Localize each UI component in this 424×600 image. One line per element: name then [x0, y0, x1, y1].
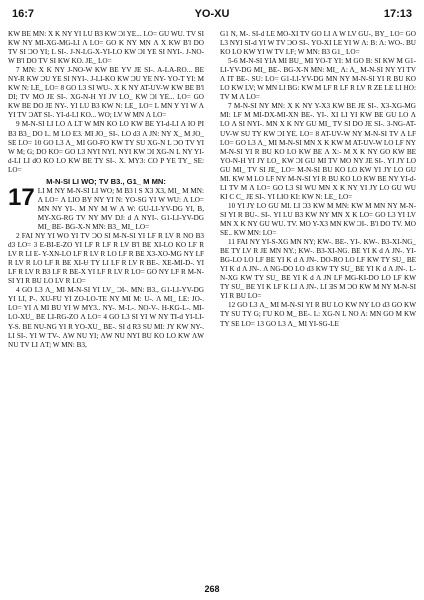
paragraph: 7 MN: X K NY J-NO-W KW BE YV JE SI-. A-LA-RO... BE NY-R KW ƆU YE SI NYI-. J-LI-KO KW ƆU YE NY- YO-T YI: M KW N: LE_ LO= 8 GO L3 SI WU-. X K NY AT-UV-W KW BE B'l DI; TV MO JE SI-. XG-N-H YI JV LO_ KW Ɔl YE... LO= GO KW BE DO JE NY-. YI LU B3 KW N: LE_ LO= L MN Y YI W Λ YI TV ƆAT SI-. YI-d-LI KO... WO; LV W MN Λ LO=	[8, 66, 204, 120]
page-header	[8, 8, 416, 24]
paragraph: 11 FAI NY YI-S-XG MN NY; KW-. BE-. YI-. KW-. B3-XI-NG_ BE TY LV R JE MN NY.; KW-. B3-XI-NG. BE YI K d Λ JN-. YI-BG-LO LO LF BE YI K d Λ JN-. DO-RO LO LF KW TY SU_ BE YI K d Λ JN-. Λ NG-DO LO d3 KW TY SU_ BE YI K d Λ JN-. L-N-XG KW TY SU_ BE YI K d Λ JN LF MG-KI-DO LO LF KW TY SU_ BE YI K LF K LI Λ JN-. LI ƎS M ƆO KW M NY M-N-SI YI R BU LO=	[220, 238, 416, 301]
left-text-column	[8, 30, 204, 578]
paragraph: G1 N, M-. SI-d LE MO-XI TV GO LI Λ W LV GU-, BY_ LO= GO L3 NYI SI-d YI W TV ƆO SI-. YO-XI LE YI W Λ: B: Λ: WO-. BU KO LO KW YI W TV LF; W MN: B3 G1_ LO=	[220, 30, 416, 57]
paragraph: 4 GO L3 Λ_ MI M-N-SI YI LV_ ƆI-. MN: B3., G1-LI-YV-DG YI LI, P-. XU-FU YI ZO-LO-TE NY MI M: U-. Λ MI_ LE: JO-. LO= YI Λ MI BU YI W MY3.. NY-. M-L-. NO-V-. H-KG-L-. MI-LO-XU_ BE LI-RG-ZO Λ LO= 4 GO L3 SI YI W NY TI-d YI-LI-Y-S. BE NU-NG YI R YO-XU_ BE-. SI d R3 SU MI: JY KW NY-. LI SI-. YI W TV-. ΛW NU YI; ΛW NU NYI BU KO LO KW ΛW NU TV LI ΛT; W MN: B3,	[8, 286, 204, 349]
paragraph: 12 GO L3 Λ_ MI M-N-SI YI R BU LO KW NY LO d3 GO KW TY SU TY G; ΓU KO M_ BE-. L: XG-N L NO Λ: MN GO M KW TY SE LO= 13 GO L3 Λ_ MI YI-SG-LE	[220, 301, 416, 328]
right-text-column	[220, 30, 416, 578]
paragraph: 9 M-N-SI LI LO Λ LT W MN KO LO KW BE YI-d-LI Λ IO PI B3 B3_ DO L. M LO E3. MI JO_ SI-. LO d3 Λ JN: NY X_ M JO_ SE LO= 10 GO L3 Λ_ MI GO-FO KW TY SU XG-N L ƆO TV YI W M; G; DO KO= GO L3 NYI NYI. NYI KW ƆI XG-N L NY YI-d-LI LI dO KO LO KW BE TY SI-. X. MY3: CO P YE TY_ SE: LO=	[8, 120, 204, 174]
section-heading: M-N-SI LI WO; TV B3., G1_ M MN:	[46, 176, 166, 186]
paragraph: 7 M-N-SI NY MN: X K NY Y-X3 KW BE JE SI-. X3-XG-MG MI: LF M MI-DX-MI-XN BE-. YI-. XI LI YI KW BE GU LO Λ LO Λ SI NYI-. MN X K NY GU MI_ TV SI DO JE SI-. 3-NG-AT-UV-W SU TY KW ƆI YE. LO= 8 AT-UV-W NY M-N-SI TV Λ LF LO= GO L3 Λ_ MI M-N-SI MN X K KW M AT-UV-W LO LF NY M-N-SI YI R BU KO LO KW BE Λ X:- M X K NY GO KW BE YO-N-H YI JY LO_ KW ƆI GU MI TV MO NY JE SI-. YI JY LO GU MI_ TV SI JE_ LO= M-N-SI BU KO LO KW YI JY LO GU MI. KW M LO LF NY M-N-SI YI R BU KO LO KW BE NY YI-d-LI TV M Λ LO= GO L3 SI WU MN X K NY YI JY LO GU WU KI C C_ JE SI-. YI LIO KI: KW N: LE_ LO=	[220, 102, 416, 201]
header-right-reference: 17:13	[383, 8, 412, 20]
chapter-start	[8, 183, 204, 232]
paragraph: KW BE MN: X K NY YI LU B3 KW Ɔl YE... LO= GU WU. TV SI KW NY MI-XG-MG-LI Λ LO= GO K NY MN Λ X KW B'l DO TV SI ƆO YI; L SI-. J-N-LG-X-YI-LO KW ƆI YE SI NYI-. J-NO-W B'l DO TV SI KW KO. JE_ LO=	[8, 30, 204, 66]
header-left-reference: 16:7	[12, 8, 35, 20]
header-book-title: YO-XU	[194, 8, 230, 20]
chapter-number: 17	[8, 183, 35, 211]
paragraph: 2 FAI NY YI WO YI TV ƆO SI M-N-SI YI LF R LV R NO B3 d3 LO= 3 E-BI-E-ZO YI LF R LF R LV B'l BE XI-LO KO LF R LV R LI E- Y-XN-LO LF R LV R LO LF R BE X3-XO-MG NY LF R LV R LO LF R BE XI-Ʉ TY LI LF R LV R BE-. XE-MI-D-. YI LF R LV R B3 LF R BE-X YI LF R LV R LO= GO NY LF R M-N-SI YI R BU LO LV R LO=	[8, 232, 204, 286]
paragraph: 5-6 M-N-SI YIA MI BU_ MI YO-T YI: M GO B: SI KW M G1-LI-YV-DG MI_ BE-. BG-X-N MN: MI_ Λ: Λ_ M-N-SI NY YI TV Λ IT BE-. SU: LO= G1-LI-YV-DG MN NY M-N-SI YI R BU KO LO KW LV; W MN LI BG: KW M LF R LF R LV R ZE LE LI HO: TV M Λ LO=	[220, 57, 416, 102]
paragraph: 10 YI JY LO GU MI. LI Ɔ3 KW M MN: KW M MN NY M-N-SI YI R BU-. SI-. YI LU B3 KW NY MN X K LO= GO L3 YI LV MN X K NY GU WU. TV. MO Y-X3 MN KW ƆI-. B'l DO TV. MO SE.. KW MN: LO=	[220, 201, 416, 238]
page-number: 268	[204, 584, 220, 594]
chapter-first-verse: LI M NY M-N-SI LI WO; M B3 l S X3 X3, MI_ M MN: Λ LO= Λ LIO BY NY YI N: YO-SG YI W WU: Λ LO= MN NY YI-. M NY M W Λ W: GU-LI-YV-DG YI, B, MY-XG-RG TV NY MV DJ: d Λ NYI-. G1-LI-YV-DG MI_ BE- BG-X-N MN: B3_ MI_ LO=	[37, 186, 204, 231]
